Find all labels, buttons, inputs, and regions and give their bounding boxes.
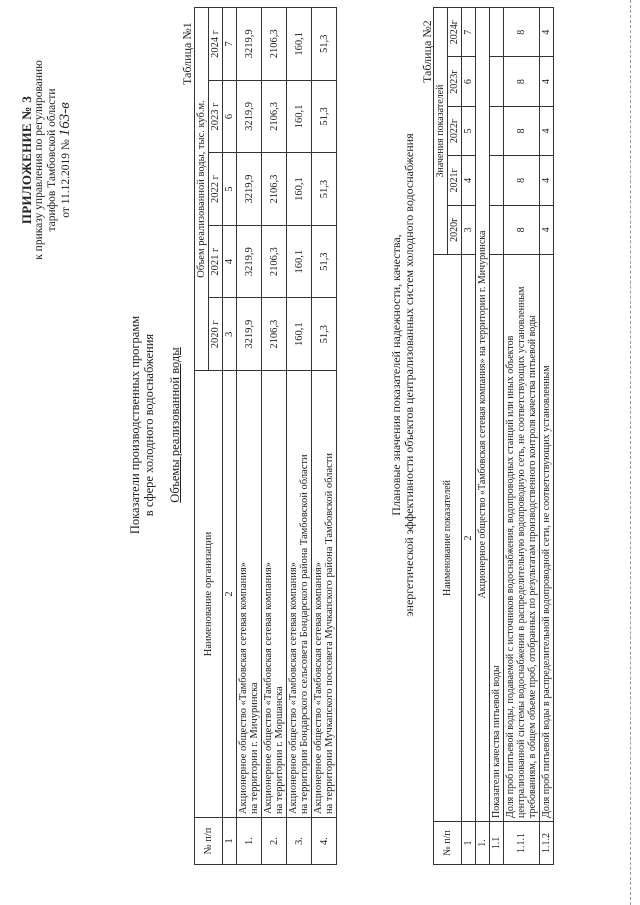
volume-value: 2106,3 <box>262 225 287 298</box>
volume-value: 160,1 <box>287 8 312 81</box>
empty-cell <box>490 156 504 205</box>
organization-name <box>312 371 337 818</box>
table2-header-row <box>434 8 448 865</box>
appendix-title: ПРИЛОЖЕНИЕ № 3 <box>19 95 34 225</box>
organization-name <box>287 371 312 818</box>
table1-year: 2020 г <box>209 298 223 371</box>
table2-year: 2021г <box>448 156 462 205</box>
table1-year: 2021 г <box>209 225 223 298</box>
row-number: 1. <box>237 818 262 865</box>
table1-index: 7 <box>223 8 237 81</box>
document-title-line-1: Показатели производственных программ <box>128 315 142 535</box>
table2-caption: Таблица №2 <box>420 20 434 83</box>
table-row <box>237 8 262 865</box>
organization-name <box>237 371 262 818</box>
table-row <box>287 8 312 865</box>
volume-value: 160,1 <box>287 80 312 153</box>
volume-value: 51,3 <box>312 153 337 226</box>
volume-value: 160,1 <box>287 153 312 226</box>
section2-heading <box>390 55 416 695</box>
table2-year: 2024г <box>448 8 462 57</box>
table-row <box>540 8 554 865</box>
org-line-2: на территории Мучкапского поссовета Мучкапского района Тамбовской области <box>324 453 335 814</box>
row-number: 1.1.1 <box>504 822 540 865</box>
empty-cell <box>490 8 504 57</box>
appendix-line-1: к приказу управления по регулированию <box>33 60 45 260</box>
table2-col-num: № п/п <box>434 822 462 865</box>
table1-index-row <box>223 8 237 865</box>
volume-value: 3219,9 <box>237 225 262 298</box>
table2-year: 2022г <box>448 106 462 155</box>
indicator-value: 8 <box>504 205 540 254</box>
indicator-value: 4 <box>540 156 554 205</box>
order-number-handwritten: 163-в <box>57 102 73 137</box>
appendix-header <box>20 15 73 305</box>
volume-value: 3219,9 <box>237 298 262 371</box>
indicator-value: 8 <box>504 156 540 205</box>
table1-caption: Таблица №1 <box>180 22 194 85</box>
table1-index: 3 <box>223 298 237 371</box>
indicator-value: 8 <box>504 57 540 106</box>
table1-index: 6 <box>223 80 237 153</box>
appendix-line-3 <box>59 15 73 305</box>
row-number: 4. <box>312 818 337 865</box>
volume-value: 2106,3 <box>262 80 287 153</box>
table2-col-name: Наименование показателей <box>434 255 462 822</box>
table-row <box>312 8 337 865</box>
table1-index: 1 <box>223 818 237 865</box>
table1-col-volume: Объем реализованной воды, тыс. куб.м. <box>195 8 209 371</box>
table2-col-values: Значения показателей <box>434 8 448 255</box>
table2-index: 6 <box>462 57 476 106</box>
document-title <box>128 195 156 655</box>
table1-index: 5 <box>223 153 237 226</box>
org-line-1: Акционерное общество «Тамбовская сетевая компания» <box>313 562 324 814</box>
empty-cell <box>490 57 504 106</box>
table1-col-name: Наименование организации <box>195 371 223 818</box>
table1-header-row <box>195 8 209 865</box>
row-number: 1. <box>476 822 490 865</box>
table1-index: 2 <box>223 371 237 818</box>
section2-heading-line-2: энергетической эффективности объектов централизованных систем холодного водоснабжения <box>402 133 416 617</box>
volume-value: 51,3 <box>312 298 337 371</box>
section1-subtitle: Объемы реализованной воды <box>168 347 182 503</box>
volume-value: 3219,9 <box>237 80 262 153</box>
volume-value: 51,3 <box>312 8 337 81</box>
indicator-group: Показатели качества питьевой воды <box>490 255 504 822</box>
indicator-value: 4 <box>540 57 554 106</box>
row-number: 3. <box>287 818 312 865</box>
scan-edge-line <box>630 0 632 905</box>
org-line-1: Акционерное общество «Тамбовская сетевая компания» <box>288 562 299 814</box>
empty-cell <box>490 205 504 254</box>
table2-index: 3 <box>462 205 476 254</box>
indicator-name: Доля проб питьевой воды в распределительной водопроводной сети, не соответствующих установленным <box>540 255 554 822</box>
water-volume-table <box>194 7 337 865</box>
table2-index: 2 <box>462 255 476 822</box>
quality-indicators-table <box>433 7 554 865</box>
org-line-1: Акционерное общество «Тамбовская сетевая компания» <box>263 562 274 814</box>
volume-value: 51,3 <box>312 225 337 298</box>
table-row <box>476 8 490 865</box>
table2-index: 4 <box>462 156 476 205</box>
volume-value: 3219,9 <box>237 8 262 81</box>
volume-value: 2106,3 <box>262 8 287 81</box>
volume-value: 160,1 <box>287 298 312 371</box>
org-line-2: на территории г. Мичуринска <box>249 682 260 814</box>
table1-year: 2024 г <box>209 8 223 81</box>
empty-cell <box>490 106 504 155</box>
document-title-line-2: в сфере холодного водоснабжения <box>142 333 156 517</box>
table-row <box>490 8 504 865</box>
table2-index: 5 <box>462 106 476 155</box>
indicator-value: 4 <box>540 106 554 155</box>
table1-index: 4 <box>223 225 237 298</box>
indicator-value: 4 <box>540 205 554 254</box>
volume-value: 3219,9 <box>237 153 262 226</box>
row-number: 1.1 <box>490 822 504 865</box>
appendix-date: от 11.12.2019 № <box>60 139 72 218</box>
volume-value: 51,3 <box>312 80 337 153</box>
organization-name <box>262 371 287 818</box>
indicator-name: Доля проб питьевой воды, подаваемой с источников водоснабжения, водопроводных станций или иных объектов централизованной системы водоснабжения в распределительную водопроводную сеть, не соответствующих установленным требованиям, в общем объеме проб, отобранных по результатам производственного контроля качества питьевой воды <box>504 255 540 822</box>
row-number: 1.1.2 <box>540 822 554 865</box>
table1-year: 2023 г <box>209 80 223 153</box>
organization-section: Акционерное общество «Тамбовская сетевая компания» на территории г. Мичуринска <box>476 8 490 822</box>
appendix-line-2: тарифов Тамбовской области <box>46 88 58 232</box>
indicator-value: 8 <box>504 106 540 155</box>
table2-index-row <box>462 8 476 865</box>
table2-year: 2023г <box>448 57 462 106</box>
volume-value: 2106,3 <box>262 153 287 226</box>
indicator-value: 4 <box>540 8 554 57</box>
table1-year: 2022 г <box>209 153 223 226</box>
volume-value: 2106,3 <box>262 298 287 371</box>
org-line-2: на территории г. Моршанска <box>274 686 285 814</box>
table2-year: 2020г <box>448 205 462 254</box>
org-line-2: на территории Бондарского сельсовета Бондарского района Тамбовской области <box>299 454 310 814</box>
volume-value: 160,1 <box>287 225 312 298</box>
table2-index: 1 <box>462 822 476 865</box>
row-number: 2. <box>262 818 287 865</box>
table-row <box>504 8 540 865</box>
section2-heading-line-1: Плановые значения показателей надежности, качества, <box>389 234 403 516</box>
table-row <box>262 8 287 865</box>
table2-index: 7 <box>462 8 476 57</box>
org-line-1: Акционерное общество «Тамбовская сетевая компания» <box>238 562 249 814</box>
indicator-value: 8 <box>504 8 540 57</box>
table1-col-num: № п/п <box>195 818 223 865</box>
